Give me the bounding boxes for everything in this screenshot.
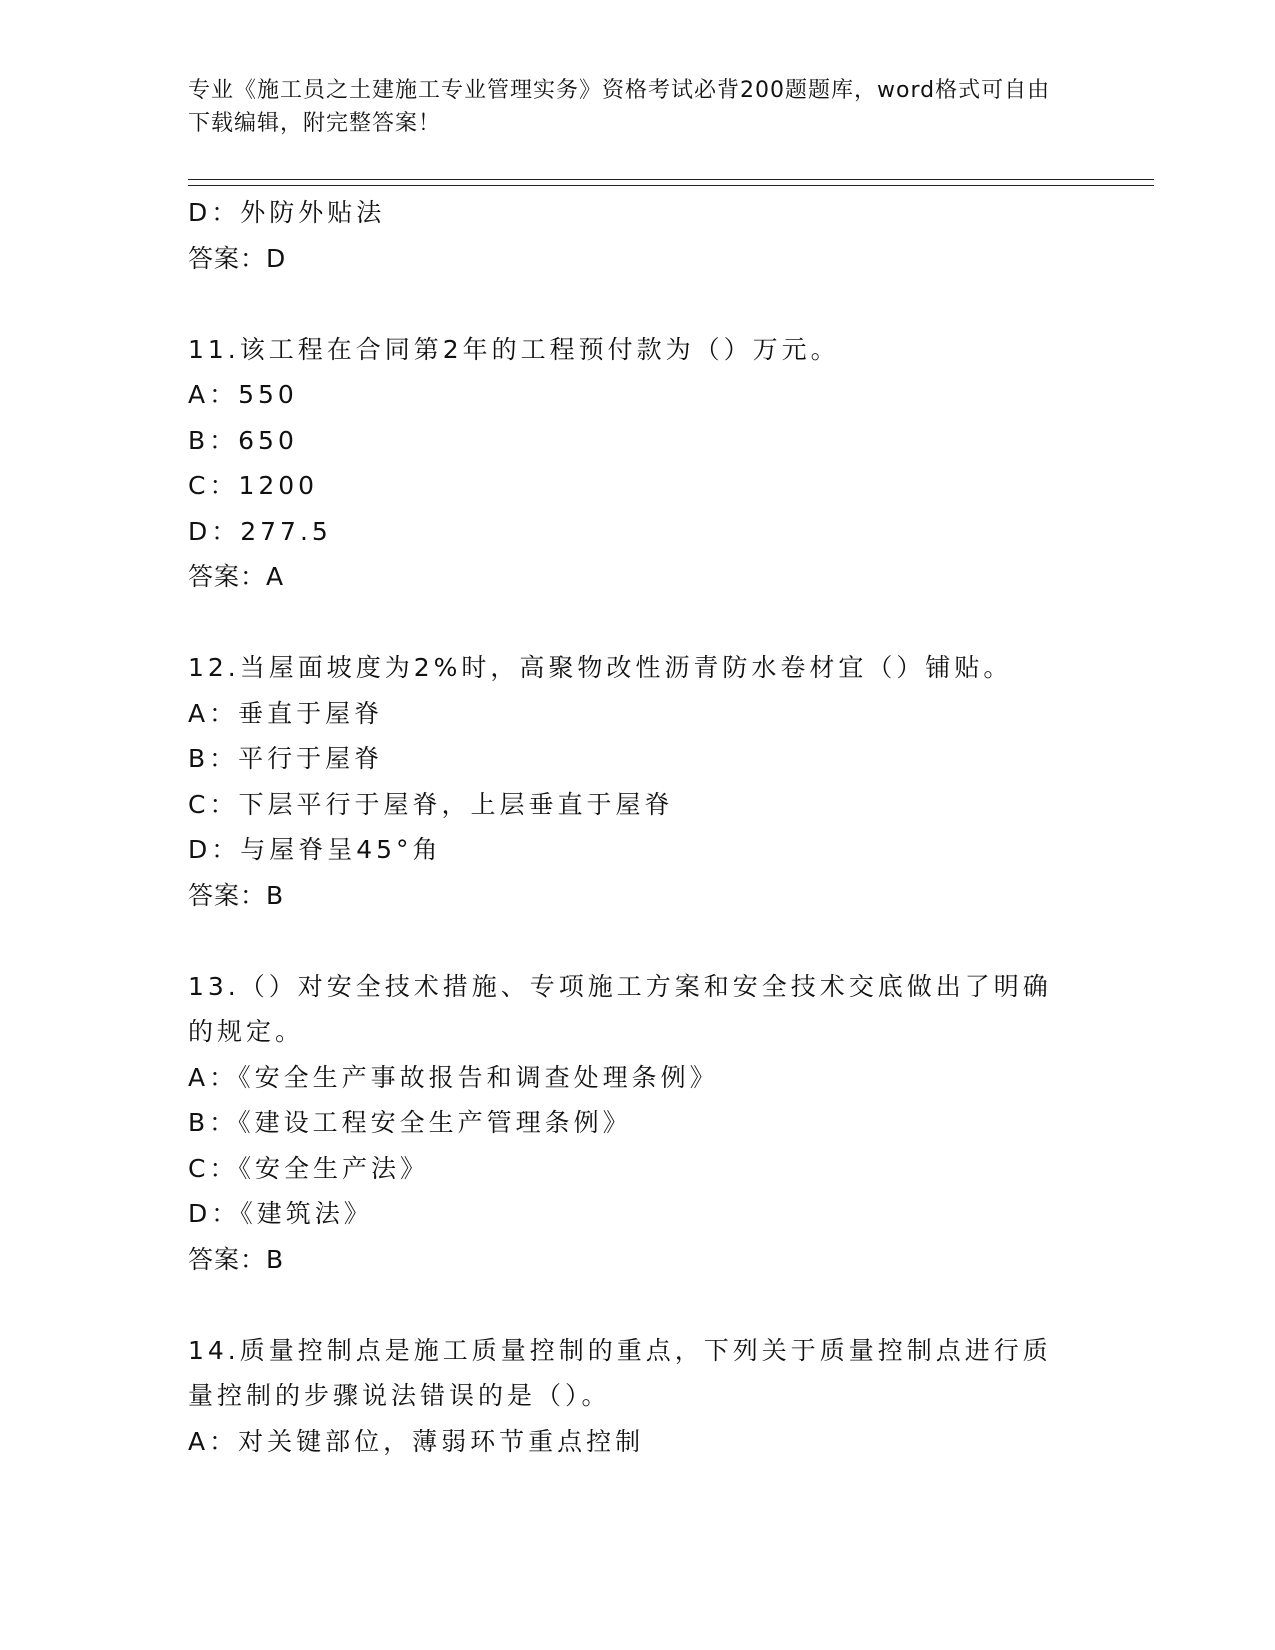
option-a: A：垂直于屋脊 — [188, 698, 384, 728]
answer: 答案：B — [188, 880, 285, 910]
answer: 答案：D — [188, 243, 287, 273]
spacer — [188, 600, 1088, 646]
question-text: 13.（）对安全技术措施、专项施工方案和安全技术交底做出了明确的规定。 — [188, 971, 1052, 1046]
question-13 — [188, 964, 1088, 1283]
question-text: 12.当屋面坡度为2%时，高聚物改性沥青防水卷材宜（）铺贴。 — [188, 653, 1013, 682]
option-a: A：对关键部位，薄弱环节重点控制 — [188, 1426, 645, 1456]
option-b: B：650 — [188, 425, 298, 455]
question-12 — [188, 645, 1088, 918]
previous-question-tail — [188, 190, 1088, 281]
option-c: C：《安全生产法》 — [188, 1153, 429, 1183]
page-header: 专业《施工员之土建施工专业管理实务》资格考试必背200题题库，word格式可自由下载编辑，附完整答案！ — [188, 78, 1051, 136]
question-list — [188, 190, 1088, 1464]
option-d: D：与屋脊呈45°角 — [188, 835, 442, 864]
question-14 — [188, 1328, 1088, 1465]
header-divider — [188, 179, 1154, 186]
option-b: B：《建设工程安全生产管理条例》 — [188, 1108, 632, 1137]
option-d: D：《建筑法》 — [188, 1199, 373, 1228]
answer: 答案：A — [188, 562, 285, 591]
question-11 — [188, 327, 1088, 600]
spacer — [188, 918, 1088, 964]
answer: 答案：B — [188, 1244, 285, 1274]
option-a: A：《安全生产事故报告和调查处理条例》 — [188, 1062, 719, 1092]
option-b: B：平行于屋脊 — [188, 744, 384, 773]
spacer — [188, 1282, 1088, 1328]
option-c: C：下层平行于屋脊，上层垂直于屋脊 — [188, 789, 674, 819]
question-text: 14.质量控制点是施工质量控制的重点，下列关于质量控制点进行质量控制的步骤说法错误的是（）。 — [188, 1335, 1052, 1410]
spacer — [188, 281, 1088, 327]
option-c: C：1200 — [188, 471, 319, 500]
option-d: D：277.5 — [188, 516, 332, 546]
question-text: 11.该工程在合同第2年的工程预付款为（）万元。 — [188, 334, 840, 364]
option-a: A：550 — [188, 380, 298, 409]
option-d: D：外防外贴法 — [188, 198, 386, 227]
